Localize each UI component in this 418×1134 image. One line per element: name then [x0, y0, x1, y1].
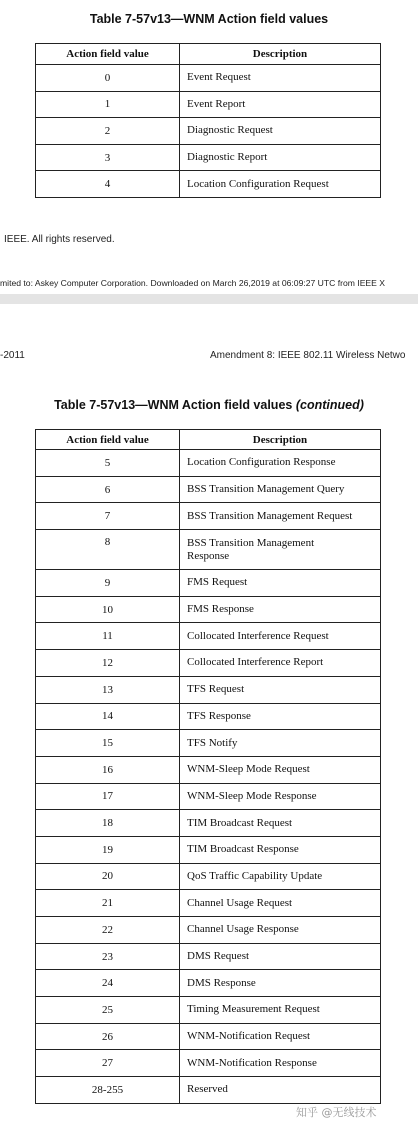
- running-header-right: Amendment 8: IEEE 802.11 Wireless Netwo: [210, 350, 406, 361]
- table-row: [36, 623, 381, 650]
- action-description: FMS Request: [180, 570, 381, 597]
- table-row: [36, 650, 381, 677]
- action-description: TFS Notify: [180, 730, 381, 757]
- action-description: WNM-Notification Response: [180, 1050, 381, 1077]
- table-row: [36, 730, 381, 757]
- action-description: TFS Request: [180, 676, 381, 703]
- table-row: [36, 703, 381, 730]
- table-row: [36, 1050, 381, 1077]
- table-row: [36, 970, 381, 997]
- license-footer: mited to: Askey Computer Corporation. Downloaded on March 26,2019 at 06:09:27 UTC from IEEE X: [0, 278, 386, 288]
- table-row: [36, 596, 381, 623]
- watermark: 知乎 @无线技术: [296, 1106, 377, 1119]
- table-row: [36, 997, 381, 1024]
- table-row: [36, 1077, 381, 1104]
- action-description: Event Report: [180, 91, 381, 118]
- caption-main: Table 7-57v13—WNM Action field values: [54, 398, 293, 412]
- action-description: WNM-Sleep Mode Request: [180, 756, 381, 783]
- action-field-value: 22: [36, 917, 180, 944]
- table-row: [36, 530, 381, 570]
- table-row: [36, 810, 381, 837]
- action-field-value: 17: [36, 783, 180, 810]
- action-description: FMS Response: [180, 596, 381, 623]
- wnm-action-table-part2: [35, 429, 381, 1104]
- table-row: [36, 91, 381, 118]
- action-description: Channel Usage Request: [180, 890, 381, 917]
- action-description: Collocated Interference Report: [180, 650, 381, 677]
- action-field-value: 19: [36, 836, 180, 863]
- action-field-value: 21: [36, 890, 180, 917]
- action-field-value: 28-255: [36, 1077, 180, 1104]
- action-description: TFS Response: [180, 703, 381, 730]
- table-row: [36, 836, 381, 863]
- page-separator: [0, 294, 418, 304]
- action-field-value: 1: [36, 91, 180, 118]
- wnm-action-table-part1: [35, 43, 381, 198]
- action-field-value: 6: [36, 476, 180, 503]
- table-row: [36, 890, 381, 917]
- action-field-value: 16: [36, 756, 180, 783]
- action-field-value: 8: [36, 530, 180, 570]
- action-field-value: 26: [36, 1023, 180, 1050]
- action-field-value: 27: [36, 1050, 180, 1077]
- action-description: QoS Traffic Capability Update: [180, 863, 381, 890]
- action-field-value: 9: [36, 570, 180, 597]
- column-header-action-field-value: Action field value: [36, 44, 180, 65]
- action-field-value: 2: [36, 118, 180, 145]
- column-header-description: Description: [180, 44, 381, 65]
- action-description: Collocated Interference Request: [180, 623, 381, 650]
- table-row: [36, 943, 381, 970]
- table-header-row: [36, 44, 381, 65]
- column-header-description: Description: [180, 430, 381, 450]
- table-row: [36, 756, 381, 783]
- table-row: [36, 570, 381, 597]
- action-field-value: 3: [36, 144, 180, 171]
- table-row: [36, 676, 381, 703]
- table-row: [36, 144, 381, 171]
- action-field-value: 5: [36, 450, 180, 477]
- table-row: [36, 1023, 381, 1050]
- action-description: WNM-Sleep Mode Response: [180, 783, 381, 810]
- table-row: [36, 863, 381, 890]
- table-row: [36, 118, 381, 145]
- action-field-value: 15: [36, 730, 180, 757]
- action-description: Event Request: [180, 65, 381, 92]
- action-field-value: 11: [36, 623, 180, 650]
- action-description: Reserved: [180, 1077, 381, 1104]
- action-description: Diagnostic Request: [180, 118, 381, 145]
- caption-continued-suffix: (continued): [295, 398, 364, 412]
- action-description: BSS Transition Management Response: [180, 530, 381, 570]
- table-caption-top: Table 7-57v13—WNM Action field values: [89, 12, 329, 26]
- table-row: [36, 476, 381, 503]
- action-field-value: 0: [36, 65, 180, 92]
- table-header-row: [36, 430, 381, 450]
- column-header-action-field-value: Action field value: [36, 430, 180, 450]
- action-field-value: 20: [36, 863, 180, 890]
- action-description: Channel Usage Response: [180, 917, 381, 944]
- action-field-value: 14: [36, 703, 180, 730]
- table-row: [36, 783, 381, 810]
- copyright-footer: IEEE. All rights reserved.: [4, 234, 115, 245]
- action-field-value: 24: [36, 970, 180, 997]
- action-field-value: 10: [36, 596, 180, 623]
- action-description: WNM-Notification Request: [180, 1023, 381, 1050]
- running-header-left: -2011: [0, 350, 25, 361]
- table-row: [36, 171, 381, 198]
- action-description: TIM Broadcast Response: [180, 836, 381, 863]
- action-description: Timing Measurement Request: [180, 997, 381, 1024]
- table-row: [36, 917, 381, 944]
- action-description: DMS Request: [180, 943, 381, 970]
- table-caption-continued: [0, 398, 418, 412]
- action-description: BSS Transition Management Query: [180, 476, 381, 503]
- action-description: Diagnostic Report: [180, 144, 381, 171]
- action-description: Location Configuration Request: [180, 171, 381, 198]
- action-description: DMS Response: [180, 970, 381, 997]
- action-field-value: 13: [36, 676, 180, 703]
- table-row: [36, 65, 381, 92]
- table-row: [36, 450, 381, 477]
- table-row: [36, 503, 381, 530]
- action-field-value: 25: [36, 997, 180, 1024]
- action-field-value: 18: [36, 810, 180, 837]
- action-field-value: 23: [36, 943, 180, 970]
- action-description: Location Configuration Response: [180, 450, 381, 477]
- action-description: TIM Broadcast Request: [180, 810, 381, 837]
- action-field-value: 12: [36, 650, 180, 677]
- action-field-value: 7: [36, 503, 180, 530]
- action-field-value: 4: [36, 171, 180, 198]
- action-description: BSS Transition Management Request: [180, 503, 381, 530]
